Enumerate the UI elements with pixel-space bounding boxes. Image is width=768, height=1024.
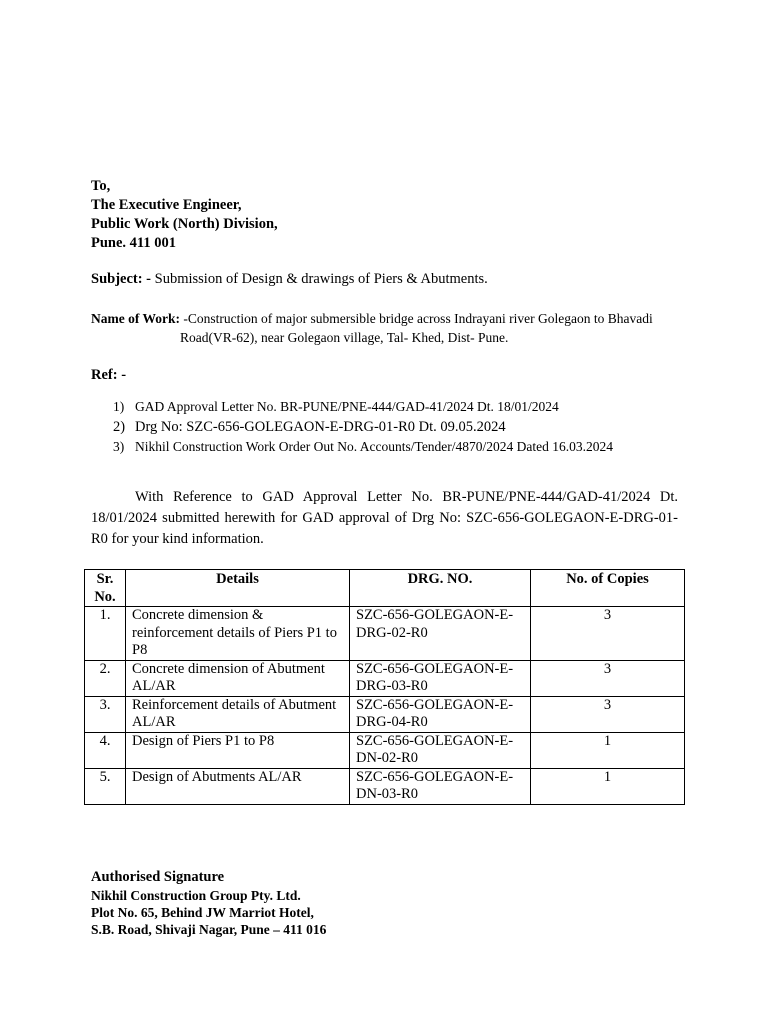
table-row — [85, 660, 685, 696]
reference-text: Drg No: SZC-656-GOLEGAON-E-DRG-01-R0 Dt. 09.05.2024 — [135, 419, 506, 435]
recipient-address — [91, 177, 278, 253]
reference-item — [113, 417, 613, 437]
cell-sr: 3. — [85, 696, 126, 732]
cell-sr: 2. — [85, 660, 126, 696]
table-row — [85, 607, 685, 661]
address-to: To, — [91, 178, 111, 194]
ref-label: Ref: - — [91, 367, 127, 383]
header-drg-no: DRG. NO. — [350, 570, 531, 607]
company-address-line1: Plot No. 65, Behind JW Marriot Hotel, — [91, 905, 314, 920]
table-row — [85, 768, 685, 804]
cell-copies: 3 — [531, 607, 685, 661]
cell-sr: 4. — [85, 732, 126, 768]
address-line2: Public Work (North) Division, — [91, 216, 278, 232]
header-copies: No. of Copies — [531, 570, 685, 607]
reference-text: GAD Approval Letter No. BR-PUNE/PNE-444/GAD-41/2024 Dt. 18/01/2024 — [135, 399, 559, 414]
reference-item — [113, 437, 613, 457]
cell-details: Concrete dimension & reinforcement details of Piers P1 to P8 — [126, 607, 350, 661]
subject-label: Subject: - — [91, 271, 152, 287]
cell-drg: SZC-656-GOLEGAON-E-DRG-04-R0 — [350, 696, 531, 732]
reference-number: 2) — [113, 419, 126, 435]
reference-text: Nikhil Construction Work Order Out No. Accounts/Tender/4870/2024 Dated 16.03.2024 — [135, 439, 614, 454]
cell-details: Concrete dimension of Abutment AL/AR — [126, 660, 350, 696]
header-sr-no: Sr. No. — [85, 570, 126, 607]
body-paragraph: With Reference to GAD Approval Letter No. BR-PUNE/PNE-444/GAD-41/2024 Dt. 18/01/2024 submitted herewith for GAD approval of Drg No: SZC-656-GOLEGAON-E-DRG-01-R0 for your kind information. — [91, 489, 678, 547]
cell-drg: SZC-656-GOLEGAON-E-DN-03-R0 — [350, 768, 531, 804]
name-of-work — [91, 309, 691, 347]
cell-copies: 3 — [531, 660, 685, 696]
cell-drg: SZC-656-GOLEGAON-E-DRG-03-R0 — [350, 660, 531, 696]
name-of-work-line2: Road(VR-62), near Golegaon village, Tal- Khed, Dist- Pune. — [180, 330, 509, 345]
cell-sr: 5. — [85, 768, 126, 804]
drawings-table — [84, 569, 685, 805]
company-address-line2: S.B. Road, Shivaji Nagar, Pune – 411 016 — [91, 922, 327, 937]
header-details: Details — [126, 570, 350, 607]
cell-drg: SZC-656-GOLEGAON-E-DRG-02-R0 — [350, 607, 531, 661]
cell-sr: 1. — [85, 607, 126, 661]
address-line1: The Executive Engineer, — [91, 197, 242, 213]
subject-line — [91, 270, 488, 289]
signature-block — [91, 868, 326, 938]
company-name: Nikhil Construction Group Pty. Ltd. — [91, 888, 301, 903]
subject-text: Submission of Design & drawings of Piers & Abutments. — [151, 271, 488, 287]
reference-number: 3) — [113, 439, 125, 454]
cell-drg: SZC-656-GOLEGAON-E-DN-02-R0 — [350, 732, 531, 768]
cell-copies: 1 — [531, 768, 685, 804]
cell-details: Reinforcement details of Abutment AL/AR — [126, 696, 350, 732]
cell-details: Design of Piers P1 to P8 — [126, 732, 350, 768]
signature-title: Authorised Signature — [91, 869, 225, 885]
cell-details: Design of Abutments AL/AR — [126, 768, 350, 804]
reference-number: 1) — [113, 399, 125, 414]
name-of-work-label: Name of Work: — [91, 311, 180, 326]
cell-copies: 3 — [531, 696, 685, 732]
table-row — [85, 732, 685, 768]
table-row — [85, 696, 685, 732]
address-line3: Pune. 411 001 — [91, 235, 176, 251]
table-header-row — [85, 570, 685, 607]
reference-list — [113, 397, 613, 457]
cell-copies: 1 — [531, 732, 685, 768]
reference-item — [113, 397, 613, 417]
name-of-work-line1: -Construction of major submersible bridge across Indrayani river Golegaon to Bhavadi — [180, 311, 653, 326]
